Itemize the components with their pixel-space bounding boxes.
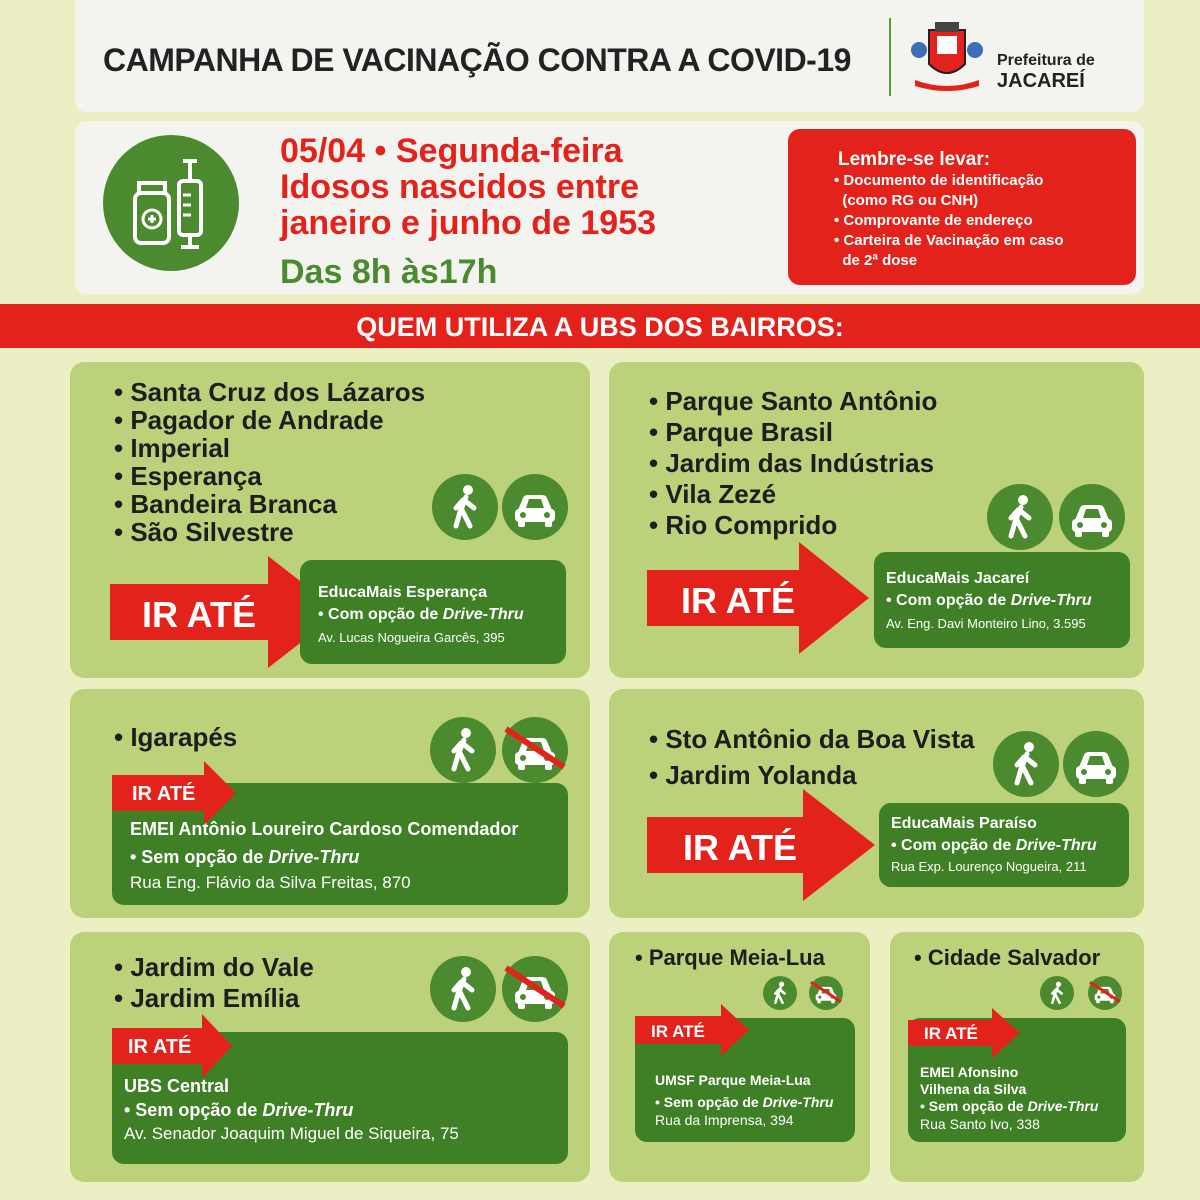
jacarei-label: JACAREÍ xyxy=(997,70,1085,92)
drive-thru-note xyxy=(891,837,1097,855)
drive-thru-term: Drive-Thru xyxy=(262,1100,354,1120)
jacarei-crest-icon xyxy=(907,16,987,96)
drive-thru-note xyxy=(318,606,524,624)
district-item: • Igarapés xyxy=(114,722,238,752)
destination-name: EducaMais Esperança xyxy=(318,584,487,601)
remember-list xyxy=(834,171,1064,271)
drive-thru-prefix: • Com opção de xyxy=(891,837,1016,854)
drive-thru-prefix: • Sem opção de xyxy=(655,1094,763,1110)
district-item: • Vila Zezé xyxy=(649,479,777,509)
district-card xyxy=(609,932,870,1182)
remember-item: de 2ª dose xyxy=(834,252,918,269)
district-item: • Parque Meia-Lua xyxy=(635,945,825,970)
drive-thru-prefix: • Sem opção de xyxy=(130,847,269,867)
district-list xyxy=(649,721,974,793)
destination-name: EMEI Antônio Loureiro Cardoso Comendador xyxy=(130,819,519,839)
destination-name xyxy=(920,1064,1026,1098)
destination-address: Av. Eng. Davi Monteiro Lino, 3.595 xyxy=(886,616,1086,631)
destination-box xyxy=(874,552,1130,648)
destination-name-line: EMEI Afonsino xyxy=(920,1064,1019,1080)
walk-icon xyxy=(987,484,1053,550)
car-icon xyxy=(502,474,568,540)
drive-thru-note xyxy=(124,1100,353,1121)
district-item: • Pagador de Andrade xyxy=(114,405,384,435)
drive-thru-note xyxy=(655,1094,833,1110)
go-label: IR ATÉ xyxy=(128,1036,192,1058)
drive-thru-prefix: • Com opção de xyxy=(318,606,443,623)
walk-icon xyxy=(1040,976,1074,1010)
hours-label: Das 8h às17h xyxy=(280,253,498,291)
drive-thru-prefix: • Sem opção de xyxy=(920,1098,1028,1114)
destination-address: Rua da Imprensa, 394 xyxy=(655,1112,794,1128)
go-label: IR ATÉ xyxy=(142,594,256,635)
district-list xyxy=(649,386,937,541)
destination-name: UMSF Parque Meia-Lua xyxy=(655,1072,811,1088)
header-divider xyxy=(889,18,891,96)
district-list xyxy=(635,944,825,972)
district-item: • Parque Brasil xyxy=(649,417,833,447)
drive-thru-term: Drive-Thru xyxy=(442,606,524,623)
vaccine-icon xyxy=(103,135,239,271)
district-card xyxy=(609,689,1144,918)
walk-icon xyxy=(430,717,496,783)
district-item: • Bandeira Branca xyxy=(114,489,337,519)
age-line-1: Idosos nascidos entre xyxy=(280,168,639,206)
destination-box xyxy=(879,803,1129,887)
district-item: • Jardim Yolanda xyxy=(649,760,857,790)
destination-address: Rua Exp. Lourenço Nogueira, 211 xyxy=(891,859,1087,874)
drive-thru-note xyxy=(920,1098,1098,1114)
destination-box xyxy=(300,560,566,664)
remember-title: Lembre-se levar: xyxy=(838,149,991,170)
go-label: IR ATÉ xyxy=(651,1022,705,1041)
no-car-icon xyxy=(502,956,568,1022)
destination-name: EducaMais Jacareí xyxy=(886,570,1030,587)
drive-thru-prefix: • Sem opção de xyxy=(124,1100,263,1120)
destination-name: UBS Central xyxy=(124,1076,230,1096)
district-card xyxy=(70,689,590,918)
district-card xyxy=(609,362,1144,678)
campaign-details xyxy=(280,133,656,241)
walk-icon xyxy=(432,474,498,540)
district-list xyxy=(114,952,314,1014)
district-item: • Jardim do Vale xyxy=(114,952,314,982)
go-label: IR ATÉ xyxy=(924,1024,978,1043)
drive-thru-prefix: • Com opção de xyxy=(886,592,1011,609)
no-car-icon xyxy=(502,717,568,783)
destination-address: Av. Senador Joaquim Miguel de Siqueira, 75 xyxy=(124,1124,459,1143)
district-item: • Rio Comprido xyxy=(649,510,838,540)
district-card xyxy=(890,932,1144,1182)
district-item: • Cidade Salvador xyxy=(914,945,1101,970)
drive-thru-term: Drive-Thru xyxy=(1010,592,1092,609)
prefeitura-label: Prefeitura de xyxy=(997,52,1095,69)
destination-name-line: Vilhena da Silva xyxy=(920,1081,1027,1097)
drive-thru-term: Drive-Thru xyxy=(762,1094,834,1110)
go-label: IR ATÉ xyxy=(683,827,797,868)
district-card xyxy=(70,932,590,1182)
header xyxy=(75,0,1144,112)
destination-address: Rua Eng. Flávio da Silva Freitas, 870 xyxy=(130,873,411,892)
remember-item: • Carteira de Vacinação em caso xyxy=(834,232,1064,249)
car-icon xyxy=(1059,484,1125,550)
district-card xyxy=(70,362,590,678)
destination-address: Av. Lucas Nogueira Garcês, 395 xyxy=(318,630,505,645)
go-label: IR ATÉ xyxy=(681,580,795,621)
age-line-2: janeiro e junho de 1953 xyxy=(280,204,657,242)
banner-text: QUEM UTILIZA A UBS DOS BAIRROS: xyxy=(356,312,844,342)
drive-thru-term: Drive-Thru xyxy=(1027,1098,1099,1114)
destination-address: Rua Santo Ivo, 338 xyxy=(920,1116,1040,1132)
remember-box xyxy=(788,129,1136,285)
page-title: CAMPANHA DE VACINAÇÃO CONTRA A COVID-19 xyxy=(103,42,851,78)
destination-name: EducaMais Paraíso xyxy=(891,815,1037,832)
district-item: • Sto Antônio da Boa Vista xyxy=(649,724,975,754)
drive-thru-note xyxy=(886,592,1092,610)
district-item: • Jardim das Indústrias xyxy=(649,448,935,478)
no-car-icon xyxy=(809,976,843,1010)
district-item: • Imperial xyxy=(114,433,231,463)
date-line: 05/04 • Segunda-feira xyxy=(280,132,623,170)
car-icon xyxy=(1063,731,1129,797)
district-list xyxy=(114,723,237,751)
district-list xyxy=(914,944,1100,972)
info-panel xyxy=(75,121,1144,294)
no-car-icon xyxy=(1088,976,1122,1010)
remember-item: • Documento de identificação xyxy=(834,172,1044,189)
district-item: • São Silvestre xyxy=(114,517,294,547)
remember-item: • Comprovante de endereço xyxy=(834,212,1033,229)
walk-icon xyxy=(430,956,496,1022)
walk-icon xyxy=(763,976,797,1010)
walk-icon xyxy=(993,731,1059,797)
district-item: • Jardim Emília xyxy=(114,983,300,1013)
drive-thru-term: Drive-Thru xyxy=(268,847,360,867)
go-label: IR ATÉ xyxy=(132,783,196,805)
remember-item: (como RG ou CNH) xyxy=(834,192,979,209)
district-list xyxy=(114,378,425,546)
drive-thru-note xyxy=(130,847,359,868)
district-item: • Esperança xyxy=(114,461,262,491)
district-item: • Santa Cruz dos Lázaros xyxy=(114,377,426,407)
district-item: • Parque Santo Antônio xyxy=(649,386,938,416)
drive-thru-term: Drive-Thru xyxy=(1015,837,1097,854)
section-banner xyxy=(0,304,1200,348)
